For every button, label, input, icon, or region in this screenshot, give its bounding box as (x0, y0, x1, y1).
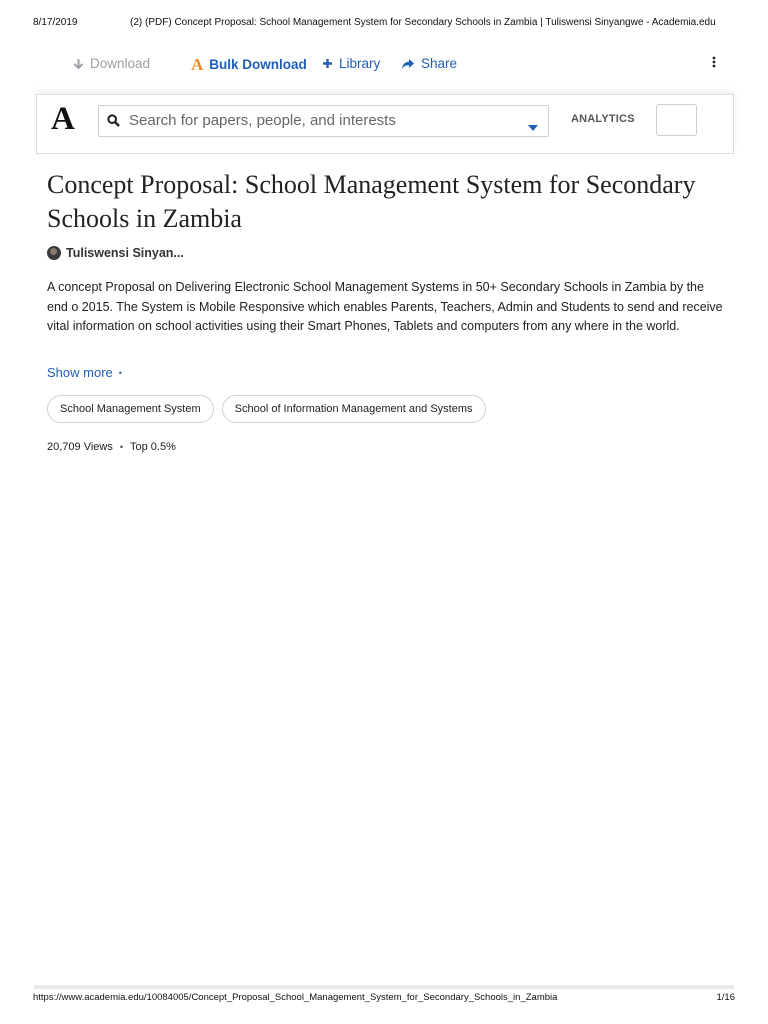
print-page-number: 1/16 (716, 992, 735, 1003)
bullet-icon: • (118, 367, 122, 378)
print-date: 8/17/2019 (33, 17, 78, 28)
print-page-title: (2) (PDF) Concept Proposal: School Management System for Secondary Schools in Zambia | Tuliswensi Sinyangwe - Academia.edu (130, 17, 716, 28)
search-box[interactable] (98, 105, 549, 137)
academia-logo-icon: A (191, 55, 204, 74)
rank-badge: Top 0.5% (130, 441, 176, 453)
site-navbar (36, 94, 734, 154)
bulk-download-button[interactable] (191, 56, 307, 73)
analytics-link[interactable]: ANALYTICS (571, 113, 635, 125)
bulk-download-label: Bulk Download (209, 57, 307, 72)
dropdown-caret-icon[interactable] (528, 118, 538, 136)
tag-chip[interactable]: School Management System (47, 395, 214, 423)
user-menu-box[interactable] (656, 104, 697, 136)
show-more-button[interactable] (47, 365, 122, 380)
download-arrow-icon (73, 58, 84, 70)
author-row[interactable] (47, 246, 184, 260)
share-arrow-icon (401, 58, 415, 70)
author-name[interactable]: Tuliswensi Sinyan... (66, 246, 184, 260)
print-footer (0, 992, 768, 1006)
paper-stats (47, 441, 176, 453)
more-options-button[interactable] (708, 53, 720, 71)
plus-icon (322, 58, 333, 69)
share-button[interactable] (401, 56, 457, 71)
print-url: https://www.academia.edu/10084005/Concept_Proposal_School_Management_System_for_Secondary_Schools_in_Zambia (33, 992, 558, 1003)
academia-logo[interactable]: A (51, 101, 75, 137)
author-avatar (47, 246, 61, 260)
paper-title: Concept Proposal: School Management System for Secondary Schools in Zambia (47, 170, 696, 233)
views-count: 20,709 Views (47, 441, 113, 453)
library-button[interactable] (322, 56, 380, 71)
share-label: Share (421, 56, 458, 71)
search-input[interactable] (129, 109, 519, 131)
library-label: Library (339, 56, 381, 71)
action-toolbar (0, 52, 768, 78)
print-header (0, 17, 768, 31)
download-button[interactable] (73, 56, 150, 71)
search-icon (107, 114, 120, 132)
tag-list (47, 395, 486, 423)
footer-divider (34, 985, 734, 989)
download-label: Download (90, 56, 151, 71)
bullet-separator-icon: • (119, 442, 124, 452)
show-more-label: Show more (47, 365, 113, 380)
kebab-menu-icon (712, 56, 716, 68)
tag-chip[interactable]: School of Information Management and Systems (222, 395, 486, 423)
paper-abstract: A concept Proposal on Delivering Electronic School Management Systems in 50+ Secondary Schools in Zambia by the end o 2015. The System is Mobile Responsive which enables Parents, Teachers, Admin and Students to send and receive vital information on school activities using their Smart Phones, Tablets and computers from any where in the world. (47, 280, 723, 333)
